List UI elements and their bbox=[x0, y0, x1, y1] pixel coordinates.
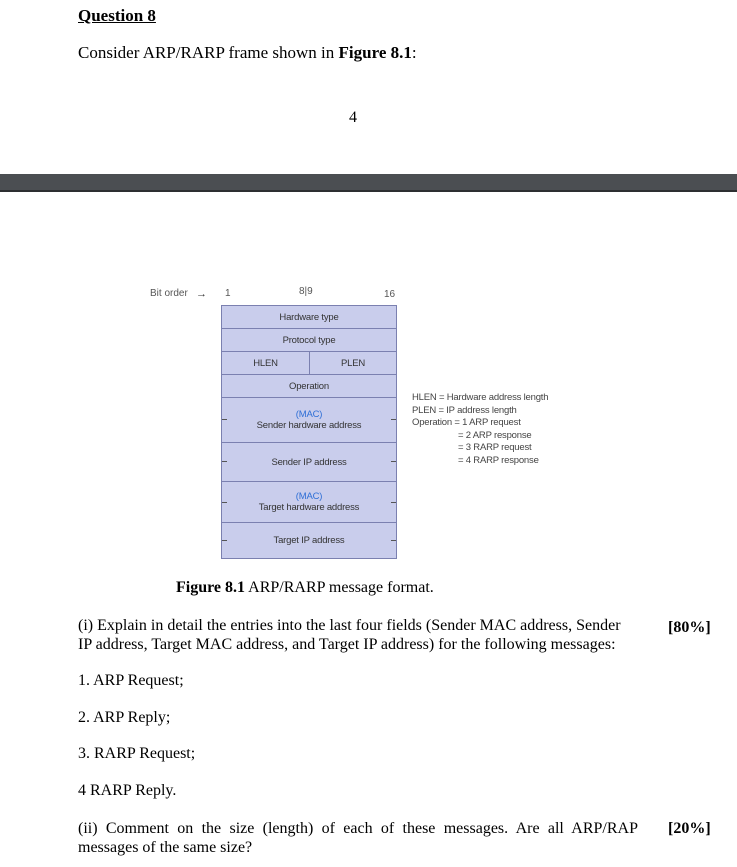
target-hw-label: Target hardware address bbox=[258, 502, 360, 513]
field-hardware-type bbox=[222, 306, 396, 329]
page-number: 4 bbox=[349, 109, 357, 126]
intro-figure-ref: Figure 8.1 bbox=[338, 43, 412, 62]
list-item: 3. RARP Request; bbox=[78, 745, 196, 762]
bit-16-label: 16 bbox=[384, 289, 396, 300]
page-break-bar bbox=[0, 174, 737, 192]
part-2-text: (ii) Comment on the size (length) of each of these messages. Are all ARP/RAP messages of the same size? bbox=[78, 820, 638, 856]
tick-mark bbox=[222, 419, 227, 420]
legend-line: HLEN = Hardware address length bbox=[412, 392, 549, 403]
question-heading: Question 8 bbox=[78, 6, 156, 25]
list-item: 4 RARP Reply. bbox=[78, 782, 177, 799]
hlen-label: HLEN bbox=[253, 357, 278, 369]
field-sender-ip bbox=[222, 443, 396, 482]
bit-order-label: Bit order bbox=[150, 288, 188, 299]
intro-suffix: : bbox=[411, 43, 417, 62]
plen-label: PLEN bbox=[340, 357, 366, 369]
legend-line: PLEN = IP address length bbox=[412, 404, 517, 416]
caption-label: Figure 8.1 bbox=[176, 579, 246, 596]
field-sender-hw bbox=[222, 398, 396, 443]
bit-order-arrow-icon: → bbox=[196, 288, 207, 300]
part-1-weight: [80%] bbox=[668, 619, 711, 636]
legend-line: Operation = 1 ARP request bbox=[412, 417, 521, 428]
caption-text: ARP/RARP message format. bbox=[245, 579, 434, 596]
operation-label: Operation bbox=[289, 380, 329, 392]
bit-1-label: 1 bbox=[225, 288, 231, 299]
target-ip-label: Target IP address bbox=[273, 535, 345, 546]
protocol-type-label: Protocol type bbox=[282, 334, 336, 346]
field-protocol-type bbox=[222, 329, 396, 352]
tick-mark bbox=[391, 461, 396, 462]
intro-lead: Consider ARP/RARP frame shown in bbox=[78, 43, 339, 62]
field-target-ip bbox=[222, 523, 396, 558]
intro-text bbox=[78, 43, 417, 63]
tick-mark bbox=[391, 540, 396, 541]
list-item: 1. ARP Request; bbox=[78, 672, 184, 689]
list-item: 2. ARP Reply; bbox=[78, 709, 171, 726]
sender-mac-label: (MAC) bbox=[295, 409, 323, 420]
sender-ip-label: Sender IP address bbox=[271, 456, 347, 468]
field-hlen-plen bbox=[222, 352, 396, 375]
part-1-text: (i) Explain in detail the entries into the last four fields (Sender MAC address, Sender IP address, Target MAC address, and Target IP address) for the following messages: bbox=[78, 617, 621, 653]
bit-8-9-label: 8|9 bbox=[299, 286, 313, 297]
figure-caption bbox=[176, 579, 434, 597]
tick-mark bbox=[391, 419, 396, 420]
sender-hw-label: Sender hardware address bbox=[256, 420, 362, 431]
hardware-type-label: Hardware type bbox=[279, 311, 339, 323]
figure-legend bbox=[412, 392, 548, 467]
tick-mark bbox=[222, 502, 227, 503]
legend-line: = 3 RARP request bbox=[458, 442, 532, 453]
tick-mark bbox=[222, 461, 227, 462]
part-2-weight: [20%] bbox=[668, 820, 711, 837]
legend-line: = 4 RARP response bbox=[458, 454, 539, 466]
arp-frame-diagram bbox=[221, 305, 397, 559]
target-mac-label: (MAC) bbox=[295, 491, 323, 502]
field-target-hw bbox=[222, 482, 396, 523]
tick-mark bbox=[391, 502, 396, 503]
legend-line: = 2 ARP response bbox=[458, 429, 532, 441]
tick-mark bbox=[222, 540, 227, 541]
field-operation bbox=[222, 375, 396, 398]
